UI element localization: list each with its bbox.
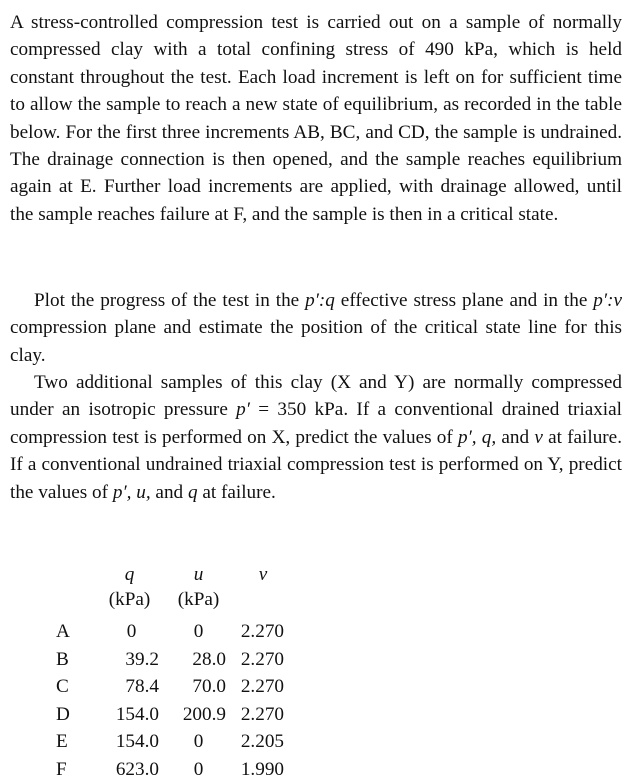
table-unit-row	[48, 589, 294, 619]
test-results-table	[48, 561, 294, 784]
cell-u: 70.0	[192, 676, 226, 698]
math-variable: v	[534, 426, 543, 448]
row-point-label: E	[56, 731, 68, 753]
cell-q: 154.0	[115, 703, 159, 725]
math-variable: p′, q,	[458, 426, 497, 448]
header-blank	[48, 589, 94, 619]
header-u: u	[193, 563, 204, 585]
math-variable: p′, u,	[112, 481, 151, 503]
cell-v: 2.270	[240, 621, 284, 643]
text-run: and	[150, 481, 188, 503]
cell-u: 200.9	[182, 703, 226, 725]
header-v: v	[258, 563, 268, 585]
cell-v: 2.270	[240, 648, 284, 670]
cell-v: 1.990	[240, 758, 284, 780]
cell-v: 2.270	[240, 703, 284, 725]
cell-u: 28.0	[192, 648, 226, 670]
row-point-label: A	[56, 621, 70, 643]
text-run: at failure.	[197, 481, 276, 503]
text-run: Two additional samples of this clay (X and Y) are normally compressed under an isotropic pressure	[10, 372, 622, 421]
row-point-label: D	[56, 703, 70, 725]
table-header-row	[48, 561, 294, 589]
row-point-label: B	[56, 648, 69, 670]
row-point-label: F	[56, 758, 67, 780]
text-run: = 350 kPa. If a conventional drained triaxial compression test is performed on X, predict the values of	[10, 399, 622, 448]
cell-v: 2.205	[240, 731, 284, 753]
cell-v: 2.270	[240, 676, 284, 698]
header-blank	[232, 589, 294, 619]
problem-paragraph-2	[10, 287, 622, 369]
text-run: at failure. If a conventional undrained triaxial compression test is performed on Y, predict the values of	[10, 426, 622, 503]
cell-u: 0	[193, 758, 204, 780]
cell-q: 78.4	[125, 676, 159, 698]
table-row	[48, 619, 294, 647]
text-run: compression plane and estimate the position of the critical state line for this clay.	[10, 317, 622, 366]
cell-q: 39.2	[125, 648, 159, 670]
cell-u: 0	[193, 731, 204, 753]
cell-q: 154.0	[115, 731, 159, 753]
table-row	[48, 756, 294, 784]
text-run: effective stress plane and in the	[334, 290, 594, 311]
problem-paragraph-1: A stress-controlled compression test is carried out on a sample of normally compressed clay with a total confining stress of 490 kPa, which is held constant throughout the test. Each load increment is left on for sufficient time to allow the sample to reach a new state of equilibrium, as recorded in the table below. For the first three increments AB, BC, and CD, the sample is undrained. The drainage connection is then opened, and the sample reaches equilibrium again at E. Further load increments are applied, with drainage allowed, until the sample reaches failure at F, and the sample is then in a critical state.	[10, 12, 622, 225]
cell-u: 0	[193, 621, 204, 643]
table-row	[48, 646, 294, 674]
table-row	[48, 701, 294, 729]
math-variable: p′:v	[593, 290, 622, 311]
cell-q: 0	[126, 621, 137, 643]
cell-q: 623.0	[115, 758, 159, 780]
header-blank	[48, 561, 94, 589]
text-run: and	[496, 426, 535, 448]
math-variable: q	[187, 481, 198, 503]
math-variable: p′:q	[305, 290, 335, 311]
problem-paragraph-3	[10, 369, 622, 506]
row-point-label: C	[56, 676, 69, 698]
header-q: q	[124, 563, 135, 585]
header-q-unit: (kPa)	[108, 588, 151, 610]
table-row	[48, 674, 294, 702]
table-row	[48, 729, 294, 757]
math-variable: p′	[236, 399, 250, 421]
header-u-unit: (kPa)	[177, 588, 220, 610]
text-run: Plot the progress of the test in the	[34, 290, 306, 311]
